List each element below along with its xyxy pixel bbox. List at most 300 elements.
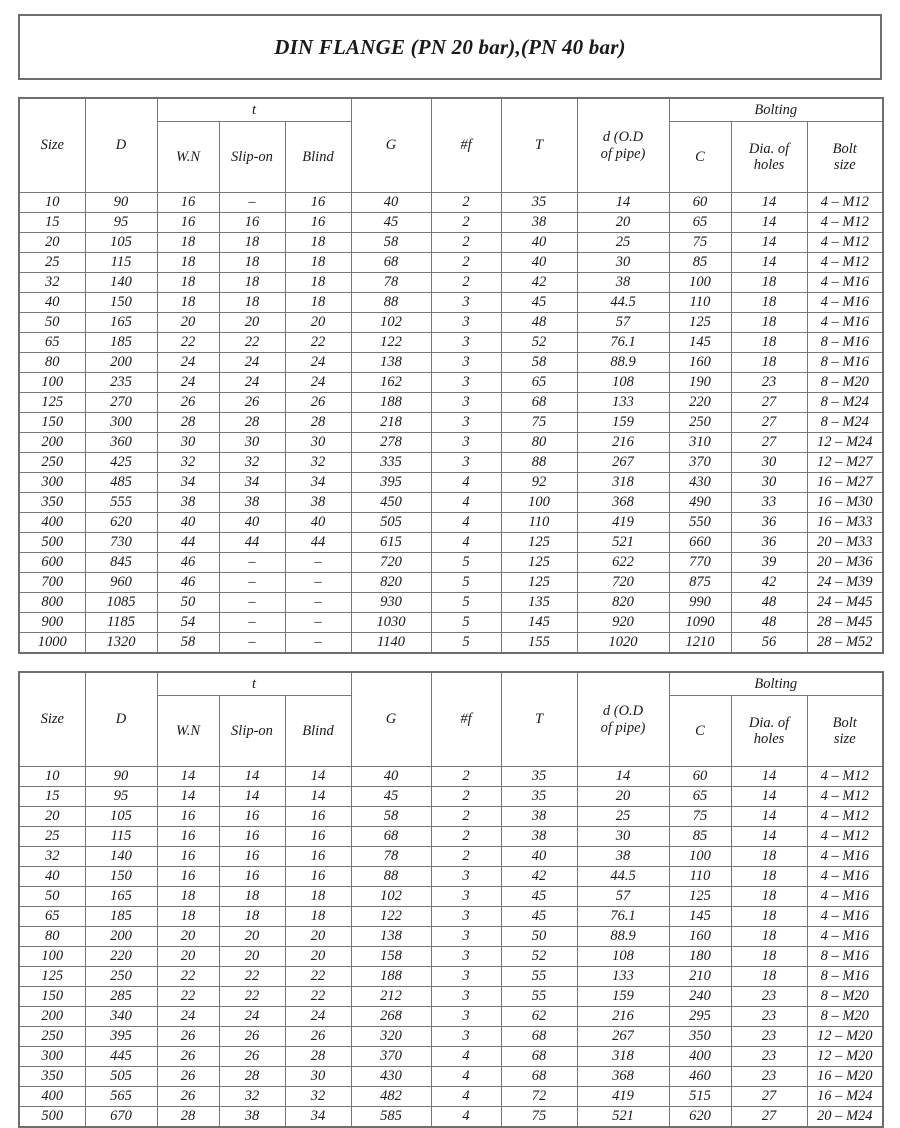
cell-od: 622	[577, 553, 669, 573]
header-row-top	[19, 98, 883, 122]
cell-f: 2	[431, 827, 501, 847]
cell-wn: 18	[157, 293, 219, 313]
col-header-size: Size	[19, 98, 85, 193]
cell-t: 45	[501, 907, 577, 927]
cell-g: 78	[351, 847, 431, 867]
table-row	[19, 787, 883, 807]
cell-t: 65	[501, 373, 577, 393]
table-row	[19, 353, 883, 373]
cell-wn: 28	[157, 413, 219, 433]
cell-size: 10	[19, 193, 85, 213]
cell-od: 133	[577, 967, 669, 987]
cell-slip: –	[219, 573, 285, 593]
cell-f: 3	[431, 867, 501, 887]
cell-od: 25	[577, 807, 669, 827]
col-header-t: T	[501, 672, 577, 767]
cell-slip: 16	[219, 847, 285, 867]
cell-t: 40	[501, 847, 577, 867]
cell-wn: 26	[157, 1067, 219, 1087]
cell-bolt: 16 – M30	[807, 493, 883, 513]
cell-size: 150	[19, 413, 85, 433]
cell-d: 200	[85, 927, 157, 947]
cell-dia: 23	[731, 1067, 807, 1087]
cell-bolt: 8 – M16	[807, 947, 883, 967]
cell-size: 65	[19, 907, 85, 927]
cell-bolt: 8 – M20	[807, 987, 883, 1007]
cell-t: 125	[501, 533, 577, 553]
cell-f: 4	[431, 1047, 501, 1067]
cell-g: 68	[351, 827, 431, 847]
cell-dia: 23	[731, 373, 807, 393]
document-title-box	[18, 14, 882, 80]
cell-f: 3	[431, 373, 501, 393]
cell-od: 521	[577, 533, 669, 553]
cell-slip: 24	[219, 1007, 285, 1027]
cell-c: 75	[669, 233, 731, 253]
cell-blind: –	[285, 633, 351, 654]
col-header-dia-of-holes	[731, 696, 807, 767]
cell-g: 78	[351, 273, 431, 293]
cell-wn: 26	[157, 1047, 219, 1067]
cell-d: 185	[85, 333, 157, 353]
cell-dia: 18	[731, 273, 807, 293]
cell-bolt: 12 – M20	[807, 1047, 883, 1067]
cell-od: 108	[577, 947, 669, 967]
table-row	[19, 393, 883, 413]
col-header-g: G	[351, 98, 431, 193]
cell-slip: 28	[219, 1067, 285, 1087]
flange-tables-container	[18, 97, 882, 1128]
cell-blind: 38	[285, 493, 351, 513]
cell-f: 4	[431, 513, 501, 533]
cell-f: 3	[431, 907, 501, 927]
cell-dia: 18	[731, 313, 807, 333]
cell-bolt: 8 – M20	[807, 1007, 883, 1027]
cell-slip: 38	[219, 1107, 285, 1128]
cell-wn: 38	[157, 493, 219, 513]
cell-slip: 26	[219, 1047, 285, 1067]
cell-wn: 22	[157, 967, 219, 987]
cell-c: 620	[669, 1107, 731, 1128]
cell-bolt: 4 – M12	[807, 767, 883, 787]
cell-g: 122	[351, 333, 431, 353]
table-row	[19, 633, 883, 654]
cell-slip: 26	[219, 1027, 285, 1047]
cell-bolt: 24 – M45	[807, 593, 883, 613]
table-row	[19, 293, 883, 313]
cell-od: 14	[577, 767, 669, 787]
cell-size: 300	[19, 473, 85, 493]
col-header-od-of-pipe	[577, 98, 669, 193]
cell-wn: 50	[157, 593, 219, 613]
cell-g: 188	[351, 393, 431, 413]
cell-wn: 46	[157, 553, 219, 573]
cell-wn: 34	[157, 473, 219, 493]
cell-blind: 26	[285, 393, 351, 413]
cell-bolt: 4 – M12	[807, 787, 883, 807]
col-header-d: D	[85, 98, 157, 193]
cell-bolt: 12 – M24	[807, 433, 883, 453]
cell-od: 57	[577, 313, 669, 333]
table-row	[19, 573, 883, 593]
cell-dia: 48	[731, 593, 807, 613]
cell-dia: 18	[731, 907, 807, 927]
col-header-dia-line1: Dia. of	[748, 714, 790, 731]
cell-od: 318	[577, 1047, 669, 1067]
cell-t: 68	[501, 393, 577, 413]
cell-g: 102	[351, 313, 431, 333]
cell-size: 25	[19, 253, 85, 273]
cell-f: 4	[431, 1087, 501, 1107]
cell-wn: 18	[157, 253, 219, 273]
cell-f: 3	[431, 927, 501, 947]
cell-f: 3	[431, 313, 501, 333]
cell-blind: 20	[285, 313, 351, 333]
cell-dia: 14	[731, 787, 807, 807]
cell-d: 105	[85, 233, 157, 253]
cell-size: 125	[19, 967, 85, 987]
cell-g: 122	[351, 907, 431, 927]
cell-t: 38	[501, 827, 577, 847]
cell-t: 80	[501, 433, 577, 453]
cell-blind: 24	[285, 373, 351, 393]
cell-t: 75	[501, 413, 577, 433]
cell-d: 165	[85, 313, 157, 333]
cell-wn: 16	[157, 193, 219, 213]
cell-t: 125	[501, 573, 577, 593]
cell-od: 419	[577, 513, 669, 533]
cell-d: 185	[85, 907, 157, 927]
cell-slip: –	[219, 553, 285, 573]
cell-d: 845	[85, 553, 157, 573]
cell-dia: 30	[731, 473, 807, 493]
cell-dia: 36	[731, 513, 807, 533]
cell-d: 200	[85, 353, 157, 373]
cell-size: 500	[19, 1107, 85, 1128]
cell-dia: 27	[731, 413, 807, 433]
table-row	[19, 907, 883, 927]
cell-slip: 16	[219, 807, 285, 827]
cell-c: 240	[669, 987, 731, 1007]
cell-d: 150	[85, 293, 157, 313]
cell-t: 135	[501, 593, 577, 613]
cell-f: 2	[431, 193, 501, 213]
cell-dia: 27	[731, 1087, 807, 1107]
cell-bolt: 28 – M52	[807, 633, 883, 654]
cell-f: 4	[431, 493, 501, 513]
cell-dia: 14	[731, 767, 807, 787]
cell-od: 368	[577, 493, 669, 513]
table-row	[19, 947, 883, 967]
cell-bolt: 4 – M12	[807, 807, 883, 827]
cell-blind: 22	[285, 333, 351, 353]
cell-bolt: 8 – M16	[807, 353, 883, 373]
cell-slip: 18	[219, 273, 285, 293]
cell-g: 720	[351, 553, 431, 573]
cell-wn: 32	[157, 453, 219, 473]
cell-dia: 30	[731, 453, 807, 473]
col-header-od-line2: of pipe)	[600, 719, 646, 736]
cell-od: 820	[577, 593, 669, 613]
cell-size: 32	[19, 273, 85, 293]
cell-t: 35	[501, 767, 577, 787]
cell-g: 395	[351, 473, 431, 493]
cell-od: 368	[577, 1067, 669, 1087]
table-row	[19, 767, 883, 787]
table-separator	[18, 654, 882, 671]
cell-blind: 44	[285, 533, 351, 553]
cell-g: 68	[351, 253, 431, 273]
table-row	[19, 453, 883, 473]
cell-d: 270	[85, 393, 157, 413]
table-row	[19, 533, 883, 553]
cell-size: 15	[19, 787, 85, 807]
cell-wn: 24	[157, 1007, 219, 1027]
cell-dia: 27	[731, 433, 807, 453]
cell-od: 76.1	[577, 907, 669, 927]
cell-t: 55	[501, 987, 577, 1007]
cell-od: 88.9	[577, 927, 669, 947]
cell-blind: 40	[285, 513, 351, 533]
cell-bolt: 4 – M16	[807, 847, 883, 867]
cell-dia: 33	[731, 493, 807, 513]
cell-g: 450	[351, 493, 431, 513]
col-header-d: D	[85, 672, 157, 767]
cell-bolt: 4 – M16	[807, 867, 883, 887]
cell-size: 40	[19, 293, 85, 313]
cell-f: 3	[431, 453, 501, 473]
cell-t: 72	[501, 1087, 577, 1107]
cell-od: 76.1	[577, 333, 669, 353]
cell-size: 20	[19, 233, 85, 253]
cell-g: 268	[351, 1007, 431, 1027]
cell-blind: –	[285, 613, 351, 633]
cell-g: 40	[351, 193, 431, 213]
cell-size: 800	[19, 593, 85, 613]
cell-dia: 18	[731, 333, 807, 353]
cell-blind: 22	[285, 967, 351, 987]
cell-t: 145	[501, 613, 577, 633]
cell-f: 5	[431, 573, 501, 593]
col-header-bolt-line2: size	[833, 731, 856, 747]
cell-blind: 16	[285, 827, 351, 847]
cell-blind: 26	[285, 1027, 351, 1047]
cell-dia: 18	[731, 847, 807, 867]
cell-slip: –	[219, 193, 285, 213]
col-header-bolt-line1: Bolt	[832, 140, 857, 157]
cell-od: 30	[577, 253, 669, 273]
cell-od: 44.5	[577, 293, 669, 313]
cell-blind: 16	[285, 847, 351, 867]
table-body	[19, 767, 883, 1128]
cell-wn: 20	[157, 927, 219, 947]
cell-blind: 16	[285, 213, 351, 233]
cell-c: 220	[669, 393, 731, 413]
cell-wn: 54	[157, 613, 219, 633]
cell-c: 85	[669, 827, 731, 847]
cell-d: 555	[85, 493, 157, 513]
cell-blind: 24	[285, 353, 351, 373]
cell-t: 48	[501, 313, 577, 333]
cell-wn: 44	[157, 533, 219, 553]
cell-t: 92	[501, 473, 577, 493]
cell-od: 88.9	[577, 353, 669, 373]
cell-blind: 18	[285, 907, 351, 927]
cell-slip: 22	[219, 987, 285, 1007]
cell-g: 158	[351, 947, 431, 967]
cell-wn: 16	[157, 213, 219, 233]
cell-t: 58	[501, 353, 577, 373]
cell-c: 660	[669, 533, 731, 553]
cell-t: 75	[501, 1107, 577, 1128]
cell-blind: 34	[285, 1107, 351, 1128]
cell-c: 110	[669, 867, 731, 887]
cell-bolt: 24 – M39	[807, 573, 883, 593]
cell-dia: 23	[731, 987, 807, 1007]
cell-wn: 18	[157, 273, 219, 293]
cell-t: 42	[501, 867, 577, 887]
cell-f: 2	[431, 787, 501, 807]
cell-size: 15	[19, 213, 85, 233]
cell-f: 4	[431, 1107, 501, 1128]
cell-wn: 14	[157, 787, 219, 807]
cell-dia: 18	[731, 887, 807, 907]
cell-bolt: 4 – M16	[807, 907, 883, 927]
cell-size: 350	[19, 493, 85, 513]
cell-od: 133	[577, 393, 669, 413]
cell-dia: 39	[731, 553, 807, 573]
cell-slip: 18	[219, 293, 285, 313]
cell-wn: 30	[157, 433, 219, 453]
cell-blind: 24	[285, 1007, 351, 1027]
cell-wn: 26	[157, 1087, 219, 1107]
cell-g: 482	[351, 1087, 431, 1107]
cell-d: 90	[85, 193, 157, 213]
cell-size: 40	[19, 867, 85, 887]
cell-g: 58	[351, 233, 431, 253]
cell-bolt: 4 – M12	[807, 253, 883, 273]
cell-blind: 14	[285, 787, 351, 807]
cell-t: 45	[501, 887, 577, 907]
cell-slip: 22	[219, 333, 285, 353]
cell-od: 57	[577, 887, 669, 907]
cell-d: 165	[85, 887, 157, 907]
cell-d: 140	[85, 847, 157, 867]
cell-size: 25	[19, 827, 85, 847]
cell-slip: 24	[219, 373, 285, 393]
cell-od: 20	[577, 787, 669, 807]
cell-c: 100	[669, 847, 731, 867]
cell-bolt: 20 – M24	[807, 1107, 883, 1128]
table-row	[19, 1027, 883, 1047]
cell-slip: 32	[219, 1087, 285, 1107]
cell-c: 490	[669, 493, 731, 513]
cell-size: 700	[19, 573, 85, 593]
cell-t: 68	[501, 1047, 577, 1067]
cell-t: 68	[501, 1027, 577, 1047]
cell-t: 35	[501, 193, 577, 213]
cell-dia: 14	[731, 807, 807, 827]
cell-od: 318	[577, 473, 669, 493]
table-row	[19, 373, 883, 393]
cell-c: 145	[669, 907, 731, 927]
cell-bolt: 4 – M16	[807, 887, 883, 907]
cell-g: 585	[351, 1107, 431, 1128]
cell-blind: 18	[285, 887, 351, 907]
col-group-header-t: t	[157, 98, 351, 122]
cell-size: 300	[19, 1047, 85, 1067]
cell-bolt: 8 – M24	[807, 413, 883, 433]
cell-c: 100	[669, 273, 731, 293]
table-row	[19, 473, 883, 493]
table-row	[19, 413, 883, 433]
cell-g: 88	[351, 867, 431, 887]
cell-dia: 48	[731, 613, 807, 633]
cell-c: 125	[669, 887, 731, 907]
cell-g: 102	[351, 887, 431, 907]
cell-g: 278	[351, 433, 431, 453]
cell-size: 50	[19, 313, 85, 333]
table-row	[19, 233, 883, 253]
cell-dia: 18	[731, 927, 807, 947]
cell-slip: 18	[219, 233, 285, 253]
cell-slip: 20	[219, 927, 285, 947]
cell-f: 2	[431, 273, 501, 293]
cell-bolt: 28 – M45	[807, 613, 883, 633]
cell-g: 212	[351, 987, 431, 1007]
cell-wn: 16	[157, 807, 219, 827]
cell-f: 3	[431, 393, 501, 413]
cell-c: 770	[669, 553, 731, 573]
cell-od: 30	[577, 827, 669, 847]
cell-wn: 40	[157, 513, 219, 533]
cell-slip: –	[219, 633, 285, 654]
cell-f: 4	[431, 1067, 501, 1087]
cell-wn: 46	[157, 573, 219, 593]
cell-slip: 20	[219, 947, 285, 967]
cell-bolt: 8 – M24	[807, 393, 883, 413]
cell-bolt: 20 – M36	[807, 553, 883, 573]
cell-dia: 27	[731, 1107, 807, 1128]
cell-t: 155	[501, 633, 577, 654]
cell-f: 3	[431, 967, 501, 987]
cell-d: 620	[85, 513, 157, 533]
cell-od: 267	[577, 1027, 669, 1047]
cell-size: 600	[19, 553, 85, 573]
cell-c: 460	[669, 1067, 731, 1087]
cell-c: 310	[669, 433, 731, 453]
col-header-size: Size	[19, 672, 85, 767]
cell-d: 115	[85, 827, 157, 847]
table-row	[19, 1047, 883, 1067]
col-header-dia-line2: holes	[753, 731, 785, 747]
cell-f: 3	[431, 887, 501, 907]
cell-dia: 36	[731, 533, 807, 553]
table-row	[19, 313, 883, 333]
cell-dia: 18	[731, 967, 807, 987]
cell-slip: 44	[219, 533, 285, 553]
col-header-dia-of-holes	[731, 122, 807, 193]
cell-slip: –	[219, 593, 285, 613]
cell-blind: –	[285, 573, 351, 593]
cell-g: 138	[351, 927, 431, 947]
cell-d: 115	[85, 253, 157, 273]
cell-t: 42	[501, 273, 577, 293]
cell-f: 4	[431, 533, 501, 553]
cell-d: 220	[85, 947, 157, 967]
table-row	[19, 273, 883, 293]
col-header-bolt-line2: size	[833, 157, 856, 173]
